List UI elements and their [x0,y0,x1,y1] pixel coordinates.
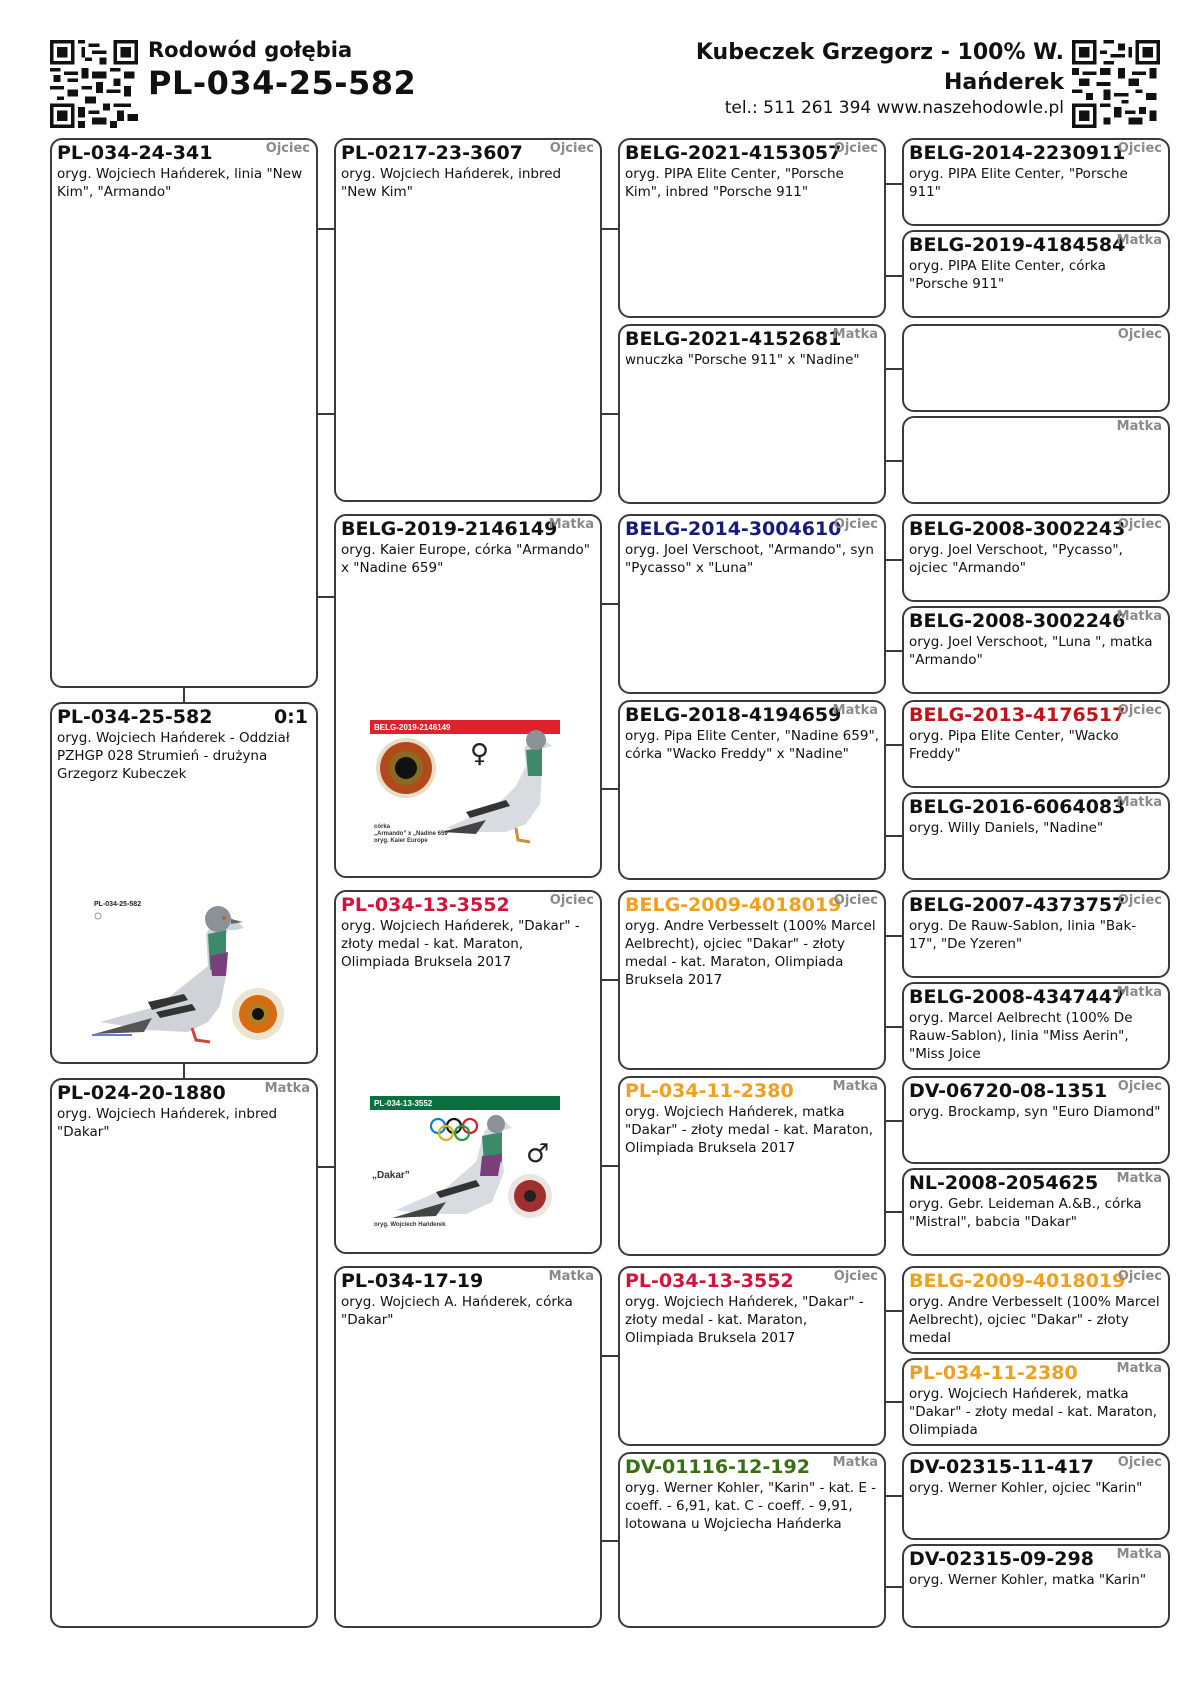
connector-line [602,413,618,415]
role-label: Matka [264,1081,310,1096]
ring-number: PL-034-11-2380 [625,1080,794,1102]
pedigree-card-ffff[interactable] [902,138,1170,226]
description: oryg. Wojciech Hańderek, inbred "New Kim" [341,166,562,200]
description: oryg. Wojciech Hańderek, "Dakar" - złoty medal - kat. Maraton, Olimpiada Bruksela 2017 [341,918,580,970]
ring-number: BELG-2021-4153057 [625,142,842,164]
description: oryg. Kaier Europe, córka "Armando" x "Nadine 659" [341,542,590,576]
ring-number: PL-034-13-3552 [625,1270,794,1292]
description: oryg. Wojciech A. Hańderek, córka "Dakar" [341,1294,573,1328]
connector-line [602,603,618,605]
description: oryg. Wojciech Hańderek - Oddział PZHGP 028 Strumień - drużyna Grzegorz Kubeczek [57,730,290,782]
pedigree-card-fmf[interactable] [618,514,886,694]
connector-line [318,228,335,230]
connector-line [886,1495,902,1497]
ring-number: BELG-2021-4152681 [625,328,842,350]
role-label: Matka [1116,1171,1162,1186]
connector-line [602,228,618,230]
pedigree-card-mmff[interactable] [902,1266,1170,1354]
connector-line [602,1165,618,1167]
description: oryg. Wojciech Hańderek, matka "Dakar" - złoty medal - kat. Maraton, Olimpiada Bruksela 2017 [625,1104,874,1156]
connector-line [602,788,618,790]
ring-number: BELG-2008-3002246 [909,610,1126,632]
pedigree-card-mmmm[interactable] [902,1544,1170,1628]
owner-name: Kubeczek Grzegorz - 100% W. Hańderek [695,40,1064,95]
description: oryg. Pipa Elite Center, "Nadine 659", córka "Wacko Freddy" x "Nadine" [625,728,879,762]
photo-ring-label: BELG-2019-2146149 [374,723,451,732]
pedigree-card-mfmm[interactable] [902,1168,1170,1256]
role-label: Ojciec [549,141,594,156]
pedigree-card-mother[interactable] [50,1078,318,1628]
role-label: Ojciec [1117,703,1162,718]
photo-caption: oryg. Wojciech Hańderek [374,1222,446,1228]
connector-line [886,460,902,462]
connector-line [886,1026,902,1028]
pedigree-card-mfmf[interactable] [902,1076,1170,1164]
role-label: Ojciec [1117,327,1162,342]
photo-caption: oryg. Kaier Europe [374,838,428,844]
ring-number: PL-024-20-1880 [57,1082,226,1104]
role-label: Matka [1116,1361,1162,1376]
connector-line [886,1310,902,1312]
connector-line [886,935,902,937]
subject-ring-number: PL-034-25-582 [148,64,417,102]
pedigree-card-ffmm[interactable] [902,416,1170,504]
role-label: Ojciec [833,1269,878,1284]
role-label: Matka [548,1269,594,1284]
pigeon-photo [366,1092,566,1232]
photo-caption: „Armando” x „Nadine 659” [374,831,451,837]
pedigree-card-maternal-grandfather[interactable] [334,890,602,1254]
ring-number: BELG-2019-4184584 [909,234,1126,256]
pigeon-photo [88,894,288,1049]
ring-number: PL-034-11-2380 [909,1362,1078,1384]
ring-number: BELG-2009-4018019 [625,894,842,916]
connector-line [318,1166,335,1168]
ring-number: BELG-2018-4194659 [625,704,842,726]
ring-number: BELG-2019-2146149 [341,518,558,540]
ring-number: DV-02315-09-298 [909,1548,1094,1570]
connector-line [886,650,902,652]
connector-line [886,368,902,370]
ring-number: NL-2008-2054625 [909,1172,1099,1194]
connector-line [886,559,902,561]
description: oryg. Wojciech Hańderek, inbred "Dakar" [57,1106,278,1140]
role-label: Ojciec [1117,141,1162,156]
ring-number: DV-06720-08-1351 [909,1080,1108,1102]
ring-number: BELG-2014-2230911 [909,142,1126,164]
ring-number: PL-034-17-19 [341,1270,484,1292]
role-label: Ojciec [1117,517,1162,532]
description: oryg. De Rauw-Sablon, linia "Bak-17", "De Yzeren" [909,918,1137,952]
pedigree-card-mmm[interactable] [618,1452,886,1628]
ring-number: BELG-2014-3004610 [625,518,842,540]
photo-ring-label: PL-034-13-3552 [374,1099,433,1108]
pedigree-card-paternal-grandfather[interactable] [334,138,602,502]
description: oryg. Werner Kohler, matka "Karin" [909,1572,1147,1588]
description: oryg. Werner Kohler, "Karin" - kat. E - coeff. - 6,91, kat. C - coeff. - 9,91, lotowana u Wojciecha Hańderka [625,1480,877,1532]
pedigree-card-mfm[interactable] [618,1076,886,1256]
pedigree-card-mff[interactable] [618,890,886,1070]
connector-line [602,1540,618,1542]
score-label: 0:1 [273,706,308,728]
ring-number: PL-034-13-3552 [341,894,510,916]
description: oryg. Gebr. Leideman A.&B., córka "Mistral", babcia "Dakar" [909,1196,1142,1230]
connector-line [602,979,618,981]
role-label: Matka [1116,985,1162,1000]
description: oryg. Joel Verschoot, "Pycasso", ojciec "Armando" [909,542,1123,576]
role-label: Matka [1116,609,1162,624]
role-label: Ojciec [833,517,878,532]
ring-number: DV-01116-12-192 [625,1456,810,1478]
connector-line [886,1401,902,1403]
connector-line [183,688,185,702]
description: oryg. Brockamp, syn "Euro Diamond" [909,1104,1161,1120]
male-symbol: ♂ [526,1139,550,1169]
contact-info: tel.: 511 261 394 www.naszehodowle.pl [724,98,1064,118]
description: oryg. PIPA Elite Center, córka "Porsche 911" [909,258,1106,292]
connector-line [318,596,335,598]
description: oryg. PIPA Elite Center, "Porsche 911" [909,166,1128,200]
ring-number: BELG-2016-6064083 [909,796,1126,818]
description: oryg. Andre Verbesselt (100% Marcel Aelbrecht), ojciec "Dakar" - złoty medal - kat. Maraton, Olimpiada Bruksela 2017 [625,918,876,988]
role-label: Matka [1116,419,1162,434]
qr-code-right-icon [1072,40,1160,128]
description: oryg. Andre Verbesselt (100% Marcel Aelbrecht), ojciec "Dakar" - złoty medal [909,1294,1160,1346]
connector-line [183,1064,185,1078]
pedigree-card-fmm[interactable] [618,700,886,880]
role-label: Ojciec [1117,1455,1162,1470]
ring-number: BELG-2008-4347447 [909,986,1126,1008]
photo-ring-label: PL-034-25-582 [94,901,142,908]
role-label: Matka [832,327,878,342]
pedigree-card-mmmf[interactable] [902,1452,1170,1540]
ring-number: BELG-2009-4018019 [909,1270,1126,1292]
connector-line [886,744,902,746]
pedigree-card-father[interactable] [50,138,318,688]
role-label: Matka [832,1079,878,1094]
connector-line [886,275,902,277]
ring-number: BELG-2008-3002243 [909,518,1126,540]
ring-number: BELG-2007-4373757 [909,894,1126,916]
description: oryg. PIPA Elite Center, "Porsche Kim", inbred "Porsche 911" [625,166,844,200]
role-label: Matka [832,703,878,718]
pedigree-card-maternal-grandmother[interactable] [334,1266,602,1628]
ring-number: PL-034-25-582 [57,706,213,728]
pedigree-card-ffmf[interactable] [902,324,1170,412]
ring-number: PL-0217-23-3607 [341,142,523,164]
pedigree-card-ffm[interactable] [618,324,886,504]
description: oryg. Wojciech Hańderek, "Dakar" - złoty medal - kat. Maraton, Olimpiada Bruksela 2017 [625,1294,864,1346]
ring-number: BELG-2013-4176517 [909,704,1126,726]
pedigree-card-fffm[interactable] [902,230,1170,318]
role-label: Ojciec [833,893,878,908]
role-label: Ojciec [549,893,594,908]
photo-pigeon-name: „Dakar” [372,1170,410,1181]
pedigree-card-mffm[interactable] [902,982,1170,1070]
pedigree-card-fmff[interactable] [902,514,1170,602]
description: oryg. Joel Verschoot, "Luna ", matka "Armando" [909,634,1153,668]
pedigree-card-fmmf[interactable] [902,700,1170,788]
pedigree-card-mmfm[interactable] [902,1358,1170,1446]
female-symbol: ♀ [470,739,490,769]
role-label: Ojciec [833,141,878,156]
role-label: Matka [548,517,594,532]
pedigree-card-mfff[interactable] [902,890,1170,978]
description: oryg. Wojciech Hańderek, linia "New Kim", "Armando" [57,166,303,200]
ring-number: DV-02315-11-417 [909,1456,1094,1478]
pedigree-card-mmf[interactable] [618,1266,886,1446]
description: oryg. Willy Daniels, "Nadine" [909,820,1104,836]
pedigree-card-fff[interactable] [618,138,886,318]
connector-line [602,1355,618,1357]
pedigree-card-fmfm[interactable] [902,606,1170,694]
role-label: Matka [1116,233,1162,248]
description: oryg. Wojciech Hańderek, matka "Dakar" - złoty medal - kat. Maraton, Olimpiada [909,1386,1158,1438]
role-label: Ojciec [1117,893,1162,908]
connector-line [886,1120,902,1122]
role-label: Ojciec [1117,1269,1162,1284]
role-label: Matka [1116,1547,1162,1562]
connector-line [886,835,902,837]
pedigree-card-subject[interactable] [50,702,318,1064]
photo-caption: córka [374,824,391,830]
role-label: Ojciec [265,141,310,156]
description: oryg. Werner Kohler, ojciec "Karin" [909,1480,1143,1496]
connector-line [318,413,335,415]
description: oryg. Pipa Elite Center, "Wacko Freddy" [909,728,1119,762]
connector-line [886,1586,902,1588]
role-label: Ojciec [1117,1079,1162,1094]
description: oryg. Marcel Aelbrecht (100% De Rauw-Sablon), linia "Miss Aerin", "Miss Joice [909,1010,1133,1062]
pigeon-photo [366,716,566,856]
document-title: Rodowód gołębia [148,38,353,62]
qr-code-left-icon [50,40,138,128]
pedigree-card-fmmm[interactable] [902,792,1170,880]
description: wnuczka "Porsche 911" x "Nadine" [625,352,860,368]
ring-number: PL-034-24-341 [57,142,213,164]
pedigree-card-paternal-grandmother[interactable] [334,514,602,878]
role-label: Matka [1116,795,1162,810]
connector-line [886,183,902,185]
role-label: Matka [832,1455,878,1470]
description: oryg. Joel Verschoot, "Armando", syn "Pycasso" x "Luna" [625,542,874,576]
connector-line [886,1211,902,1213]
